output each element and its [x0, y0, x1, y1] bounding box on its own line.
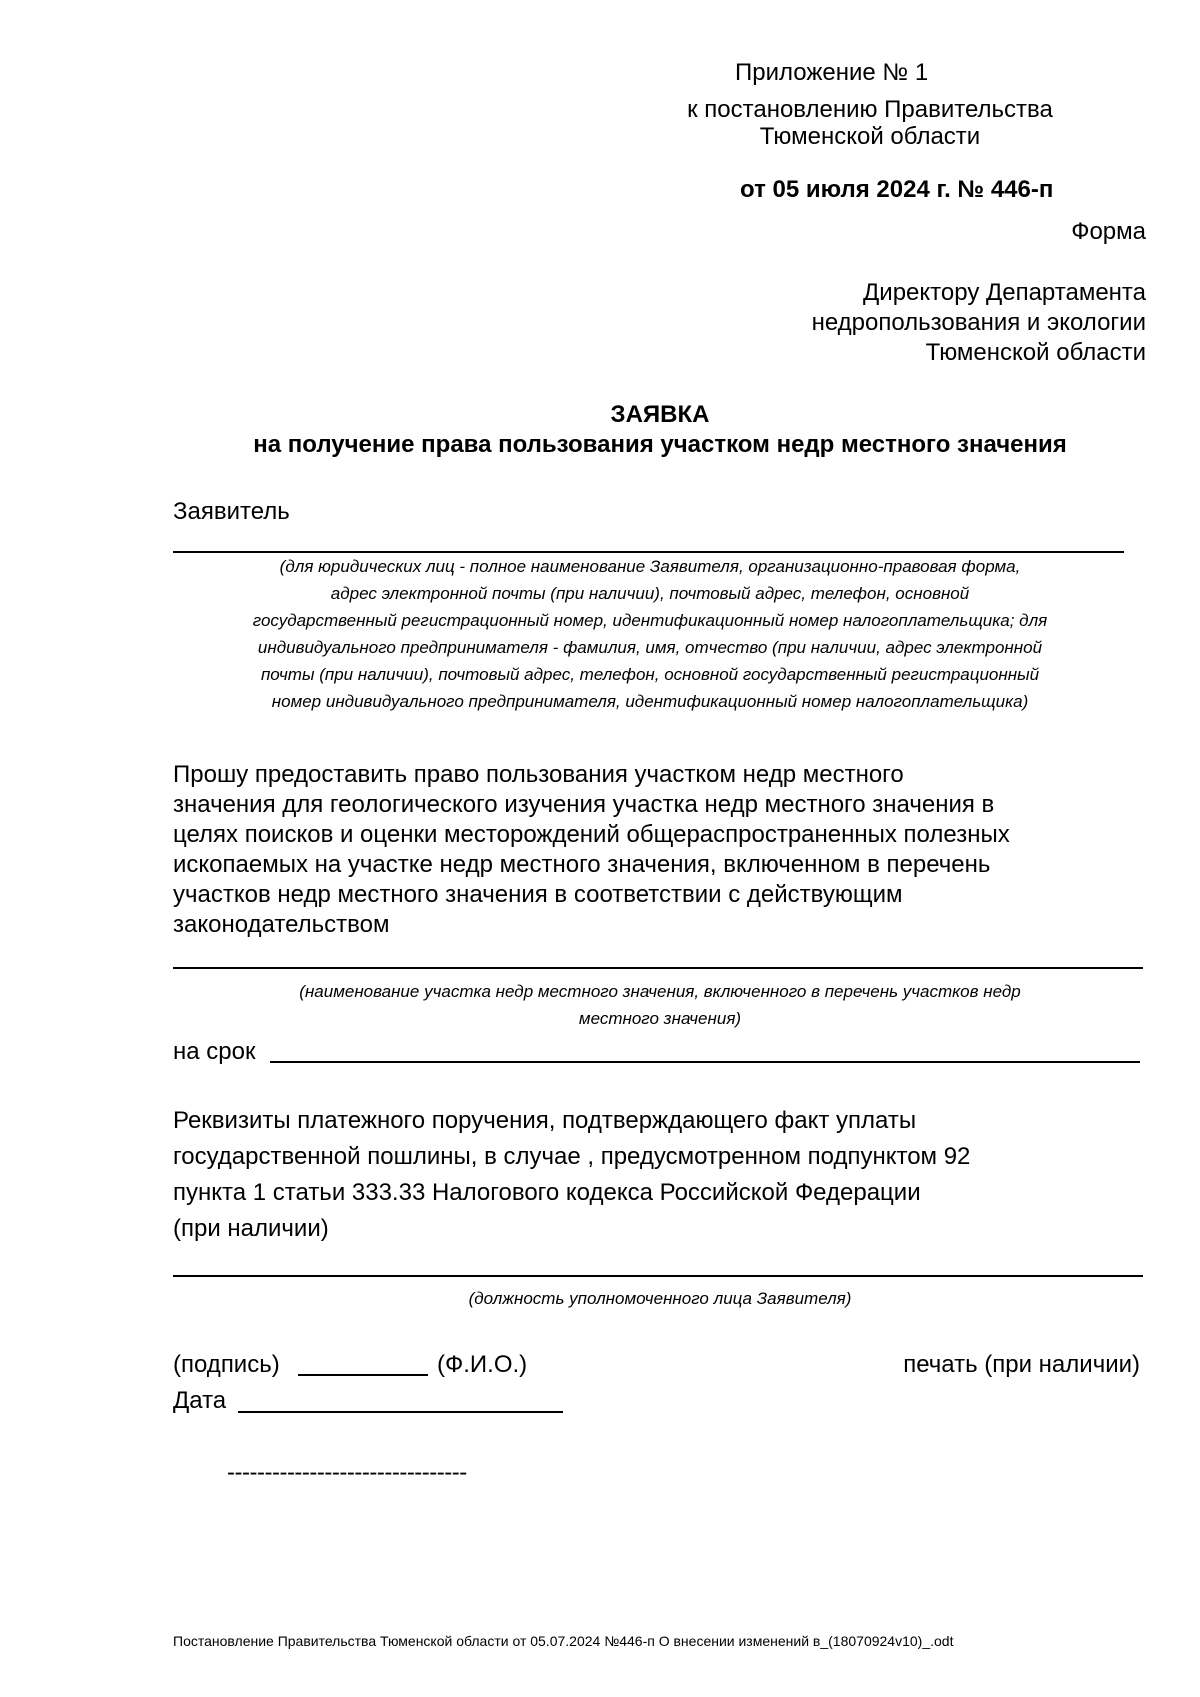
payment-line: пункта 1 статьи 333.33 Налогового кодекса Российской Федерации — [173, 1179, 921, 1206]
applicant-note-line: адрес электронной почты (при наличии), почтовый адрес, телефон, основной — [330, 584, 970, 603]
resolution-line-2: Тюменской области — [759, 123, 981, 150]
applicant-note-line: номер индивидуального предпринимателя, идентификационный номер налогоплательщика) — [271, 692, 1029, 711]
site-name-input-line[interactable] — [173, 967, 1143, 969]
document-subtitle: на получение права пользования участком недр местного значения — [253, 431, 1067, 458]
resolution-line-1: к постановлению Правительства — [687, 96, 1053, 123]
position-input-line[interactable] — [173, 1275, 1143, 1277]
applicant-note-line: индивидуального предпринимателя - фамилия, имя, отчество (при наличии, адрес электронной — [257, 638, 1043, 657]
applicant-note-line: государственный регистрационный номер, идентификационный номер налогоплательщика; для — [252, 611, 1048, 630]
applicant-note-line: почты (при наличии), почтовый адрес, телефон, основной государственный регистрационный — [260, 665, 1040, 684]
request-line: участков недр местного значения в соответствии с действующим — [173, 881, 903, 908]
separator-dashes: -------------------------------- — [227, 1459, 467, 1486]
date-label: Дата — [173, 1387, 227, 1414]
signature-input-line[interactable] — [298, 1374, 428, 1376]
document-title: ЗАЯВКА — [610, 401, 710, 428]
form-label: Форма — [1071, 218, 1146, 245]
request-line: законодательством — [173, 911, 390, 938]
signature-label: (подпись) — [173, 1351, 280, 1378]
site-note-line-1: (наименование участка недр местного значения, включенного в перечень участков недр — [299, 982, 1021, 1001]
applicant-note — [160, 553, 1140, 715]
addressee-line-3: Тюменской области — [925, 339, 1146, 366]
request-line: Прошу предоставить право пользования участком недр местного — [173, 761, 904, 788]
site-note-line-2: местного значения) — [578, 1009, 742, 1028]
request-paragraph — [173, 760, 1148, 940]
applicant-label: Заявитель — [173, 498, 290, 525]
footer-file-name: Постановление Правительства Тюменской области от 05.07.2024 №446-п О внесении изменений в_(18070924v10)_.odt — [173, 1633, 954, 1649]
appendix-label: Приложение № 1 — [735, 59, 929, 86]
request-line: значения для геологического изучения участка недр местного значения в — [173, 791, 995, 818]
request-line: целях поисков и оценки месторождений общераспространенных полезных — [173, 821, 1010, 848]
addressee-line-2: недропользования и экологии — [811, 309, 1146, 336]
term-input-line[interactable] — [270, 1061, 1140, 1063]
payment-line: государственной пошлины, в случае , предусмотренном подпунктом 92 — [173, 1143, 971, 1170]
payment-line: Реквизиты платежного поручения, подтверждающего факт уплаты — [173, 1107, 917, 1134]
term-label: на срок — [173, 1038, 256, 1065]
addressee-line-1: Директору Департамента — [863, 279, 1146, 306]
applicant-note-line: (для юридических лиц - полное наименование Заявителя, организационно-правовая форма, — [279, 557, 1021, 576]
date-input-line[interactable] — [238, 1411, 563, 1413]
position-note: (должность уполномоченного лица Заявителя) — [468, 1289, 852, 1308]
stamp-label: печать (при наличии) — [903, 1351, 1140, 1378]
date-number: от 05 июля 2024 г. № 446-п — [740, 176, 1054, 203]
name-label: (Ф.И.О.) — [437, 1351, 528, 1378]
request-line: ископаемых на участке недр местного значения, включенном в перечень — [173, 851, 991, 878]
payment-line: (при наличии) — [173, 1215, 329, 1242]
payment-paragraph — [173, 1106, 1148, 1244]
